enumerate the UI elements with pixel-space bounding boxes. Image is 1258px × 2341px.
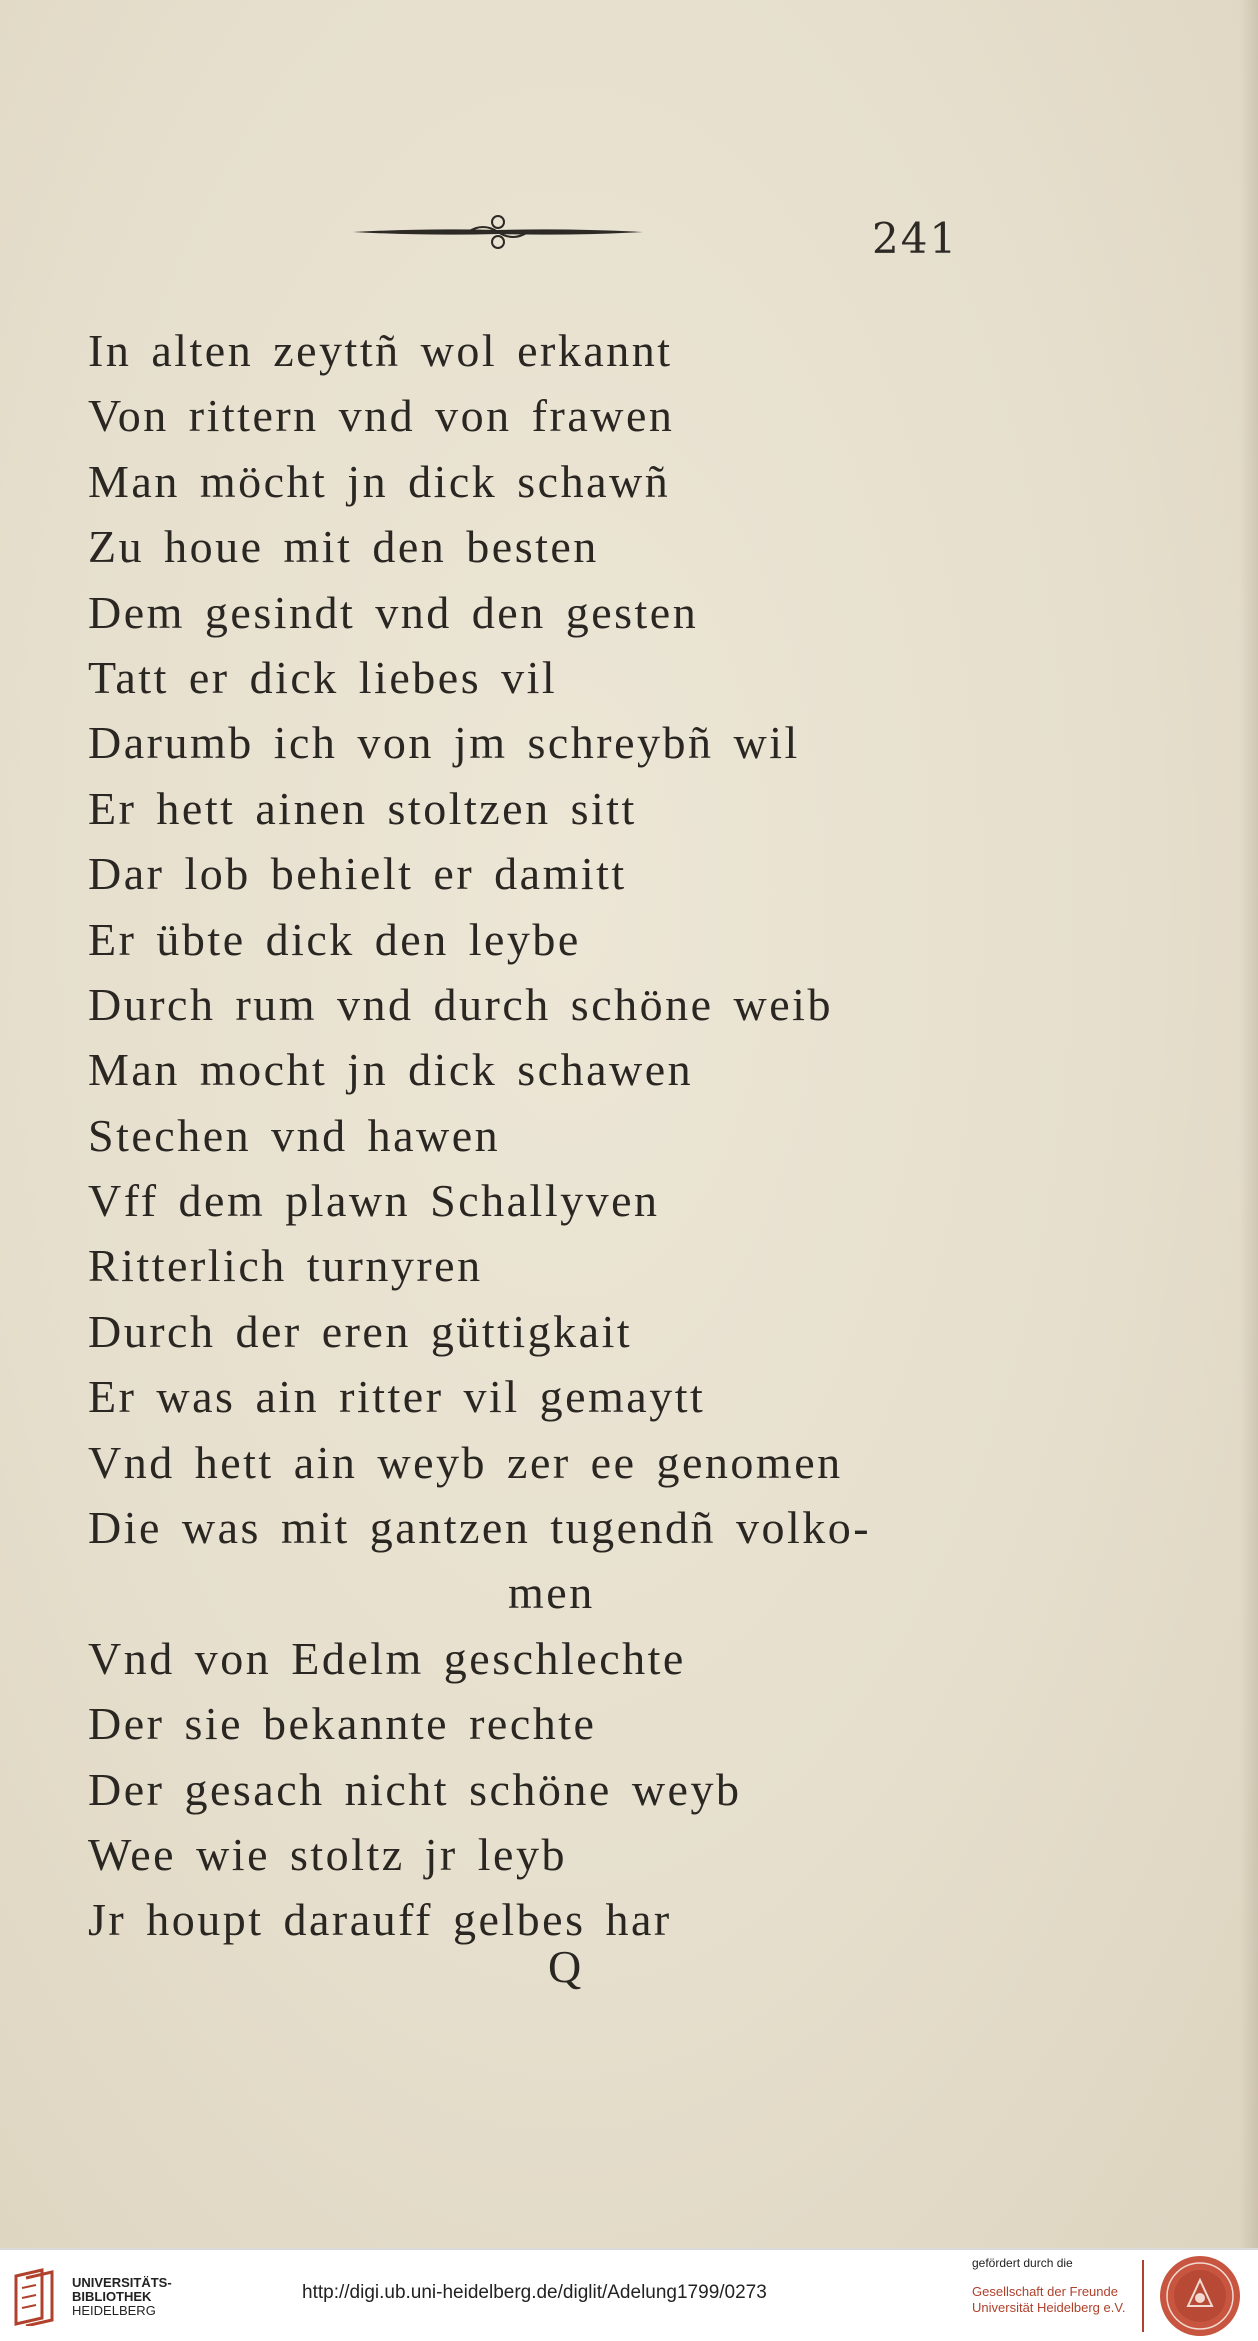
verse-line: In alten zeyttñ wol erkannt	[88, 325, 673, 376]
ub-logo-icon	[12, 2268, 62, 2326]
verse-line: Ritterlich turnyren	[88, 1240, 483, 1292]
verse-line: Jr houpt darauff gelbes har	[88, 1894, 672, 1946]
verse-line: Vff dem plawn Schallyven	[88, 1175, 660, 1227]
page-number: 241	[872, 214, 959, 263]
verse-line: Die was mit gantzen tugendñ volko-	[88, 1502, 872, 1554]
verse-line: Dem gesindt vnd den gesten	[88, 586, 699, 638]
library-name-line: UNIVERSITÄTS-	[72, 2275, 172, 2290]
verse-line: Wee wie stoltz jr leyb	[88, 1828, 567, 1880]
verse-line: Der gesach nicht schöne weyb	[88, 1763, 742, 1815]
university-seal-icon	[1158, 2254, 1242, 2338]
record-url-link[interactable]: http://digi.ub.uni-heidelberg.de/diglit/Adelung1799/0273	[302, 2282, 767, 2303]
catchword: Q	[548, 1941, 582, 1992]
verse-line-continuation: men	[508, 1567, 595, 1619]
verse-line: Man möcht jn dick schawñ	[88, 455, 671, 507]
verse-line: Man mocht jn dick schawen	[88, 1044, 694, 1096]
library-name-line: HEIDELBERG	[72, 2303, 156, 2318]
verse-line: Er übte dick den leybe	[88, 913, 581, 965]
library-name-line: BIBLIOTHEK	[72, 2289, 152, 2304]
verse-line: Der sie bekannte rechte	[88, 1698, 597, 1750]
sponsor-block	[972, 2256, 1125, 2316]
footer-bar	[0, 2248, 1258, 2341]
verse-line: Dar lob behielt er damitt	[88, 848, 627, 900]
poem-text	[88, 318, 1088, 1953]
divider	[1142, 2260, 1144, 2332]
verse-line: Vnd von Edelm geschlechte	[88, 1632, 686, 1684]
verse-line: Zu houe mit den besten	[88, 521, 599, 573]
sponsor-name-line: Universität Heidelberg e.V.	[972, 2300, 1126, 2315]
verse-line: Stechen vnd hawen	[88, 1109, 501, 1161]
verse-line: Tatt er dick liebes vil	[88, 651, 558, 703]
verse-line: Von rittern vnd von frawen	[88, 390, 675, 442]
sponsor-caption: gefördert durch die	[972, 2256, 1073, 2270]
ornament-rule	[348, 208, 648, 258]
verse-line: Er was ain ritter vil gemaytt	[88, 1371, 706, 1423]
sponsor-name-line: Gesellschaft der Freunde	[972, 2284, 1118, 2299]
verse-line: Darumb ich von jm schreybñ wil	[88, 717, 800, 769]
library-name	[72, 2276, 172, 2318]
verse-line: Durch rum vnd durch schöne weib	[88, 978, 833, 1030]
verse-line: Durch der eren güttigkait	[88, 1305, 633, 1357]
verse-line: Er hett ainen stoltzen sitt	[88, 782, 637, 834]
verse-line: Vnd hett ain weyb zer ee genomen	[88, 1436, 843, 1488]
